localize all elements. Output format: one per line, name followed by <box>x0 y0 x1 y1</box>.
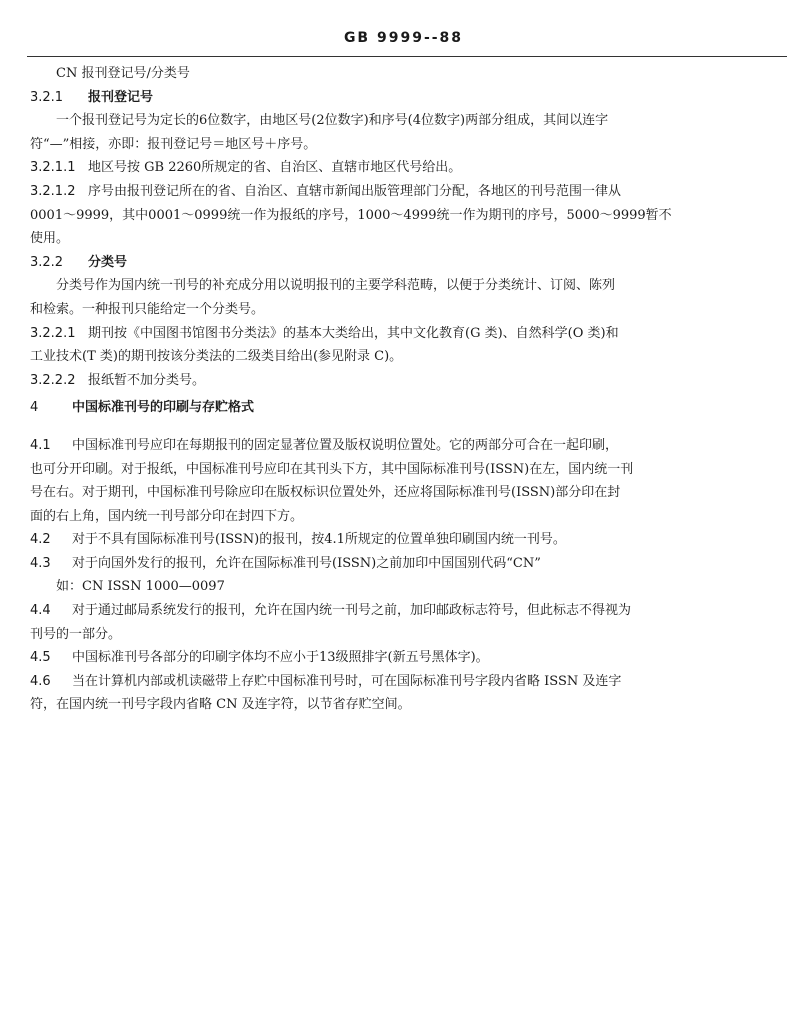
clause-number: 3.2.2.1 <box>30 325 76 341</box>
clause-text: 当在计算机内部或机读磁带上存贮中国标准刊号时，可在国际标准刊号字段内省略 ISSN 及连字 <box>72 673 622 689</box>
paragraph-line: CN 报刊登记号/分类号 <box>56 66 190 81</box>
paragraph-line: 分类号作为国内统一刊号的补充成分用以说明报刊的主要学科范畴，以便于分类统计、订阅、陈列 <box>56 278 616 294</box>
paragraph-line: 号在右。对于期刊，中国标准刊号除应印在版权标识位置处外，还应将国际标准刊号(ISSN)部分印在封 <box>30 485 621 501</box>
clause-text: 对于通过邮局系统发行的报刊，允许在国内统一刊号之前，加印邮政标志符号，但此标志不得视为 <box>72 603 632 619</box>
clause-4-6 <box>30 670 770 694</box>
section-heading-4 <box>30 396 770 420</box>
clause-text: 中国标准刊号各部分的印刷字体均不应小于13级照排字(新五号黑体字)。 <box>72 650 489 666</box>
clause-4-2 <box>30 528 770 552</box>
clause-number: 3.2.2.2 <box>30 372 76 388</box>
paragraph-line: 面的右上角，国内统一刊号部分印在封四下方。 <box>30 508 304 524</box>
paragraph-line: 使用。 <box>30 231 70 247</box>
clause-3-2-2-1 <box>30 322 770 346</box>
clause-number: 3.2.1.1 <box>30 160 76 176</box>
section-heading-3-2-2 <box>30 251 770 275</box>
paragraph-line: 和检索。一种报刊只能给定一个分类号。 <box>30 301 265 317</box>
spacer <box>30 420 770 434</box>
clause-4-3 <box>30 552 770 576</box>
clause-number: 4.1 <box>30 437 51 453</box>
header-rule <box>27 56 787 57</box>
section-number: 4 <box>30 400 39 416</box>
document-body <box>30 62 770 717</box>
clause-text: 对于不具有国际标准刊号(ISSN)的报刊，按4.1所规定的位置单独印刷国内统一刊号。 <box>72 532 566 548</box>
clause-number: 4.2 <box>30 532 51 548</box>
clause-text: 地区号按 GB 2260所规定的省、自治区、直辖市地区代号给出。 <box>88 160 462 176</box>
section-heading-3-2-1 <box>30 86 770 110</box>
clause-4-5 <box>30 646 770 670</box>
clause-4-4 <box>30 599 770 623</box>
example-line: 如：CN ISSN 1000—0097 <box>56 579 225 595</box>
section-title: 中国标准刊号的印刷与存贮格式 <box>72 400 255 416</box>
clause-number: 4.5 <box>30 650 51 666</box>
section-number: 3.2.1 <box>30 89 64 105</box>
clause-number: 4.4 <box>30 603 51 619</box>
paragraph-line: 也可分开印刷。对于报纸，中国标准刊号应印在其刊头下方，其中国际标准刊号(ISSN)在左，国内统一刊 <box>30 461 634 477</box>
clause-3-2-2-2 <box>30 369 770 393</box>
section-number: 3.2.2 <box>30 254 64 270</box>
section-title: 分类号 <box>88 254 128 270</box>
clause-4-1 <box>30 434 770 458</box>
clause-number: 4.3 <box>30 555 51 571</box>
clause-text: 期刊按《中国图书馆图书分类法》的基本大类给出，其中文化教育(G 类)、自然科学(O 类)和 <box>88 325 619 341</box>
paragraph-line: 符“—”相接，亦即：报刊登记号＝地区号＋序号。 <box>30 136 317 152</box>
paragraph-line: 工业技术(T 类)的期刊按该分类法的二级类目给出(参见附录 C)。 <box>30 349 403 365</box>
clause-text: 中国标准刊号应印在每期报刊的固定显著位置及版权说明位置处。它的两部分可合在一起印刷， <box>72 437 619 453</box>
clause-text: 报纸暂不加分类号。 <box>88 372 206 388</box>
clause-text: 对于向国外发行的报刊，允许在国际标准刊号(ISSN)之前加印中国国别代码“CN” <box>72 555 541 571</box>
clause-number: 3.2.1.2 <box>30 183 76 199</box>
clause-text: 序号由报刊登记所在的省、自治区、直辖市新闻出版管理部门分配，各地区的刊号范围一律从 <box>88 183 622 199</box>
paragraph-line: 符，在国内统一刊号字段内省略 CN 及连字符，以节省存贮空间。 <box>30 697 411 713</box>
clause-number: 4.6 <box>30 673 51 689</box>
clause-3-2-1-1 <box>30 156 770 180</box>
paragraph-line: 0001～9999，其中0001～0999统一作为报纸的序号，1000～4999统一作为期刊的序号，5000～9999暂不 <box>30 207 672 223</box>
paragraph-line: 一个报刊登记号为定长的6位数字，由地区号(2位数字)和序号(4位数字)两部分组成，其间以连字 <box>56 113 609 129</box>
section-title: 报刊登记号 <box>88 89 154 105</box>
standard-code-header: GB 9999--88 <box>343 30 464 46</box>
clause-3-2-1-2 <box>30 180 770 204</box>
paragraph-line: 刊号的一部分。 <box>30 626 122 642</box>
